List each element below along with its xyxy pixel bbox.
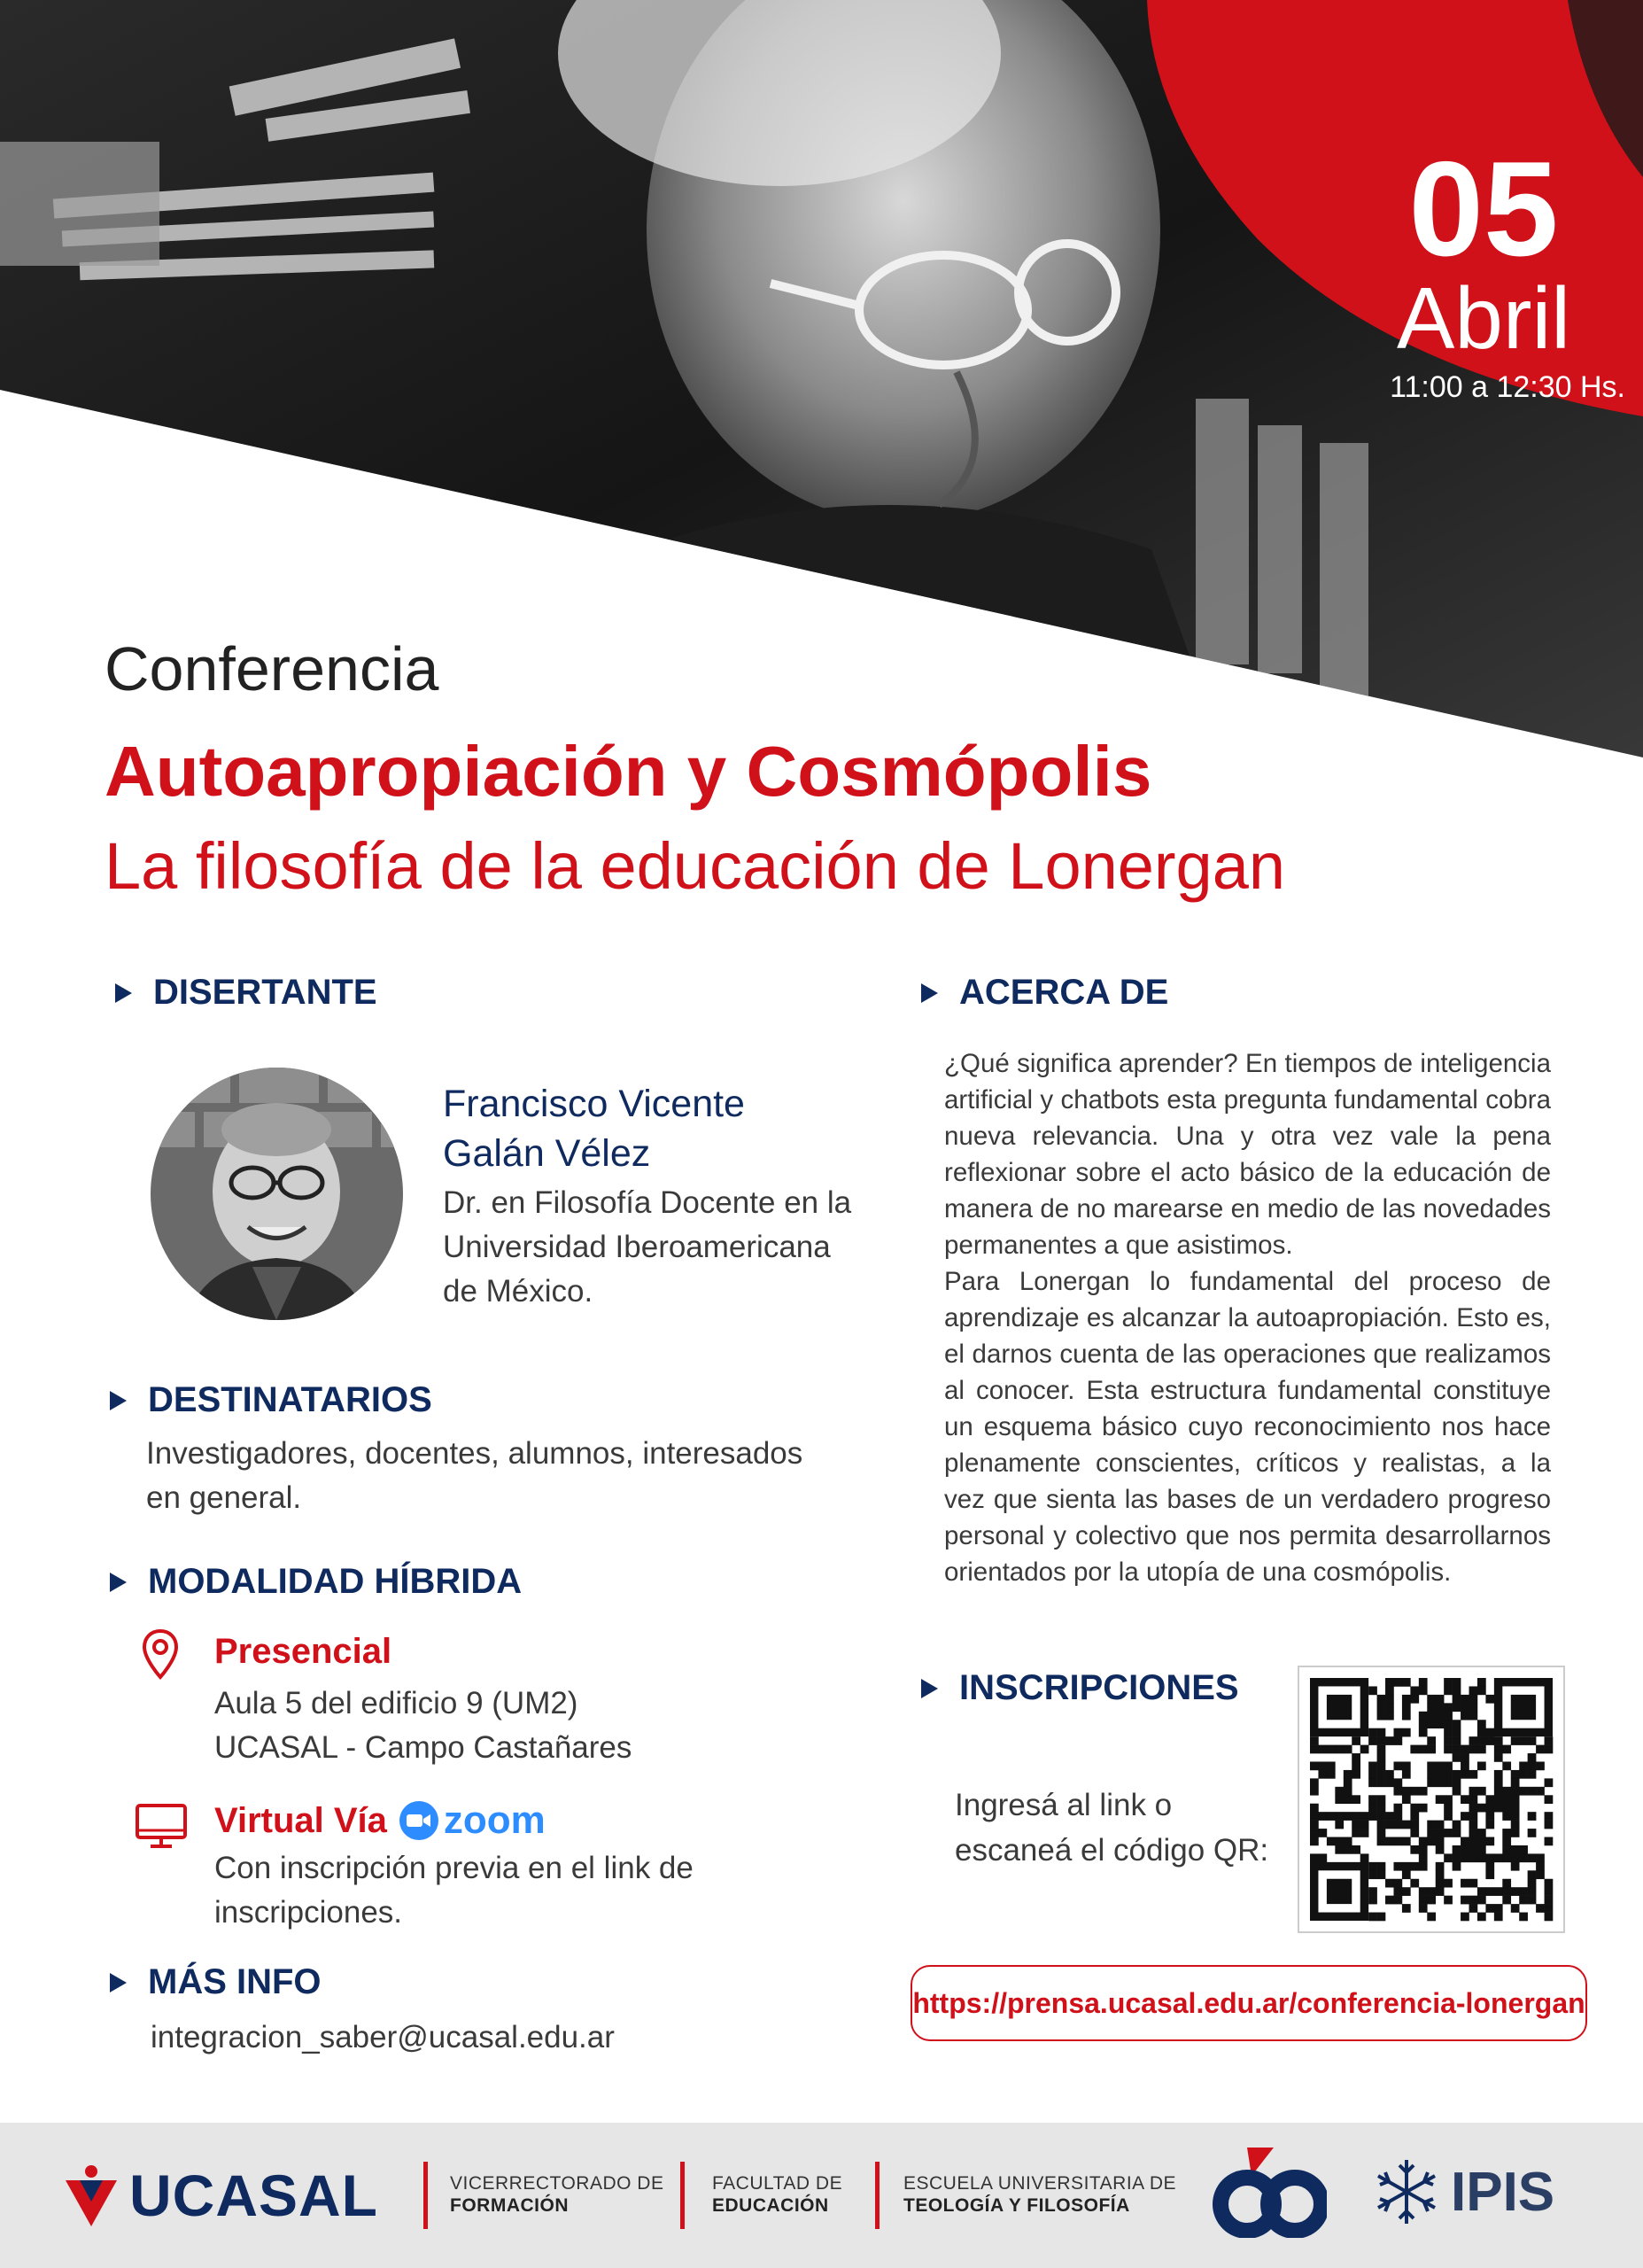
triangle-bullet-icon — [110, 1391, 127, 1410]
qr-finder-pattern — [1327, 1879, 1352, 1904]
triangle-bullet-icon — [115, 983, 132, 1003]
ucasal-shield-icon — [64, 2163, 119, 2228]
event-subtitle: La filosofía de la educación de Lonergan — [105, 829, 1286, 903]
event-title: Autoapropiación y Cosmópolis — [105, 732, 1152, 811]
qr-finder-pattern — [1327, 1695, 1352, 1720]
ipis-logo — [1371, 2156, 1554, 2227]
ucasal-logo — [64, 2162, 378, 2229]
zoom-camera-icon — [399, 1801, 438, 1840]
about-paragraph-1: ¿Qué significa aprender? En tiempos de inteligencia artificial y chatbots esta pregunta fundamental cobra nueva relevancia. Una y otra vez vale la pena reflexionar sobre el acto básico de la educación de manera de no marearse en medio de las novedades permanentes a que asistimos. — [944, 1049, 1551, 1260]
virtual-details: Con inscripción previa en el link de inscripciones. — [214, 1851, 694, 1930]
triangle-bullet-icon — [921, 983, 938, 1003]
divider — [875, 2162, 880, 2229]
zoom-logo — [399, 1798, 546, 1843]
triangle-bullet-icon — [921, 1679, 938, 1698]
divider — [423, 2162, 428, 2229]
section-speaker-heading: DISERTANTE — [115, 973, 377, 1013]
registration-link[interactable] — [911, 1965, 1587, 2041]
registration-hint: Ingresá al link o escaneá el código QR: — [955, 1788, 1269, 1868]
registration-url[interactable]: https://prensa.ucasal.edu.ar/conferencia-lonergan — [912, 1986, 1585, 2019]
audience-text: Investigadores, docentes, alumnos, interesados en general. — [146, 1436, 803, 1515]
event-kicker: Conferencia — [105, 634, 439, 703]
in-person-details: Aula 5 del edificio 9 (UM2) UCASAL - Campo Castañares — [214, 1686, 632, 1765]
about-paragraph-2: Para Lonergan lo fundamental del proceso de aprendizaje es alcanzar la autoapropiación. Esto es, el darnos cuenta de las operaciones que realizamos al conocer. Esta estructura fundamental constituye un esquema básico cuyo reconocimiento nos hace plenamente conscientes, críticos y realistas, a la vez que sienta las bases de un verdadero progreso personal y colectivo que nos permita desarrollarnos orientados por la utopía de una cosmópolis. — [944, 1267, 1551, 1587]
speaker-avatar — [151, 1068, 403, 1320]
about-text — [944, 1045, 1551, 1590]
qr-finder-pattern — [1511, 1695, 1536, 1720]
speaker-name: Francisco Vicente Galán Vélez — [443, 1083, 745, 1175]
event-time: 11:00 a 12:30 Hs. — [1390, 370, 1625, 404]
location-pin-icon — [142, 1628, 179, 1680]
section-audience-heading: DESTINATARIOS — [110, 1380, 432, 1420]
triangle-bullet-icon — [110, 1973, 127, 1992]
divider — [680, 2162, 685, 2229]
in-person-title: Presencial — [214, 1632, 392, 1671]
contact-email[interactable]: integracion_saber@ucasal.edu.ar — [151, 2020, 615, 2054]
section-modality-heading: MODALIDAD HÍBRIDA — [110, 1562, 522, 1602]
anniversary-60-icon — [1212, 2140, 1327, 2238]
speaker-description: Dr. en Filosofía Docente en la Universidad Iberoamericana de México. — [443, 1185, 852, 1309]
event-month: Abril — [1396, 269, 1571, 367]
monitor-icon — [135, 1803, 188, 1849]
footer — [0, 2123, 1643, 2268]
ipis-wordmark: IPIS — [1451, 2161, 1555, 2223]
footer-unit-facultad: FACULTAD DE EDUCACIÓN — [712, 2173, 843, 2216]
anniversary-60-logo — [1212, 2140, 1327, 2242]
ucasal-wordmark: UCASAL — [129, 2163, 378, 2228]
footer-unit-escuela: ESCUELA UNIVERSITARIA DE TEOLOGÍA Y FILOSOFÍA — [903, 2173, 1177, 2216]
footer-unit-vicerrectorado: VICERRECTORADO DE FORMACIÓN — [450, 2173, 664, 2216]
zoom-wordmark: zoom — [443, 1798, 546, 1842]
virtual-title: Virtual Vía — [214, 1800, 387, 1840]
triangle-bullet-icon — [110, 1573, 127, 1592]
event-day: 05 — [1408, 134, 1559, 284]
qr-code[interactable] — [1298, 1666, 1565, 1933]
section-registration-heading: INSCRIPCIONES — [921, 1668, 1239, 1708]
ipis-snowflake-icon — [1371, 2156, 1442, 2227]
qr-code-graphic — [1299, 1667, 1563, 1931]
section-about-heading: ACERCA DE — [921, 973, 1168, 1013]
virtual-title-row — [214, 1798, 546, 1843]
section-more-info-heading: MÁS INFO — [110, 1962, 322, 2002]
